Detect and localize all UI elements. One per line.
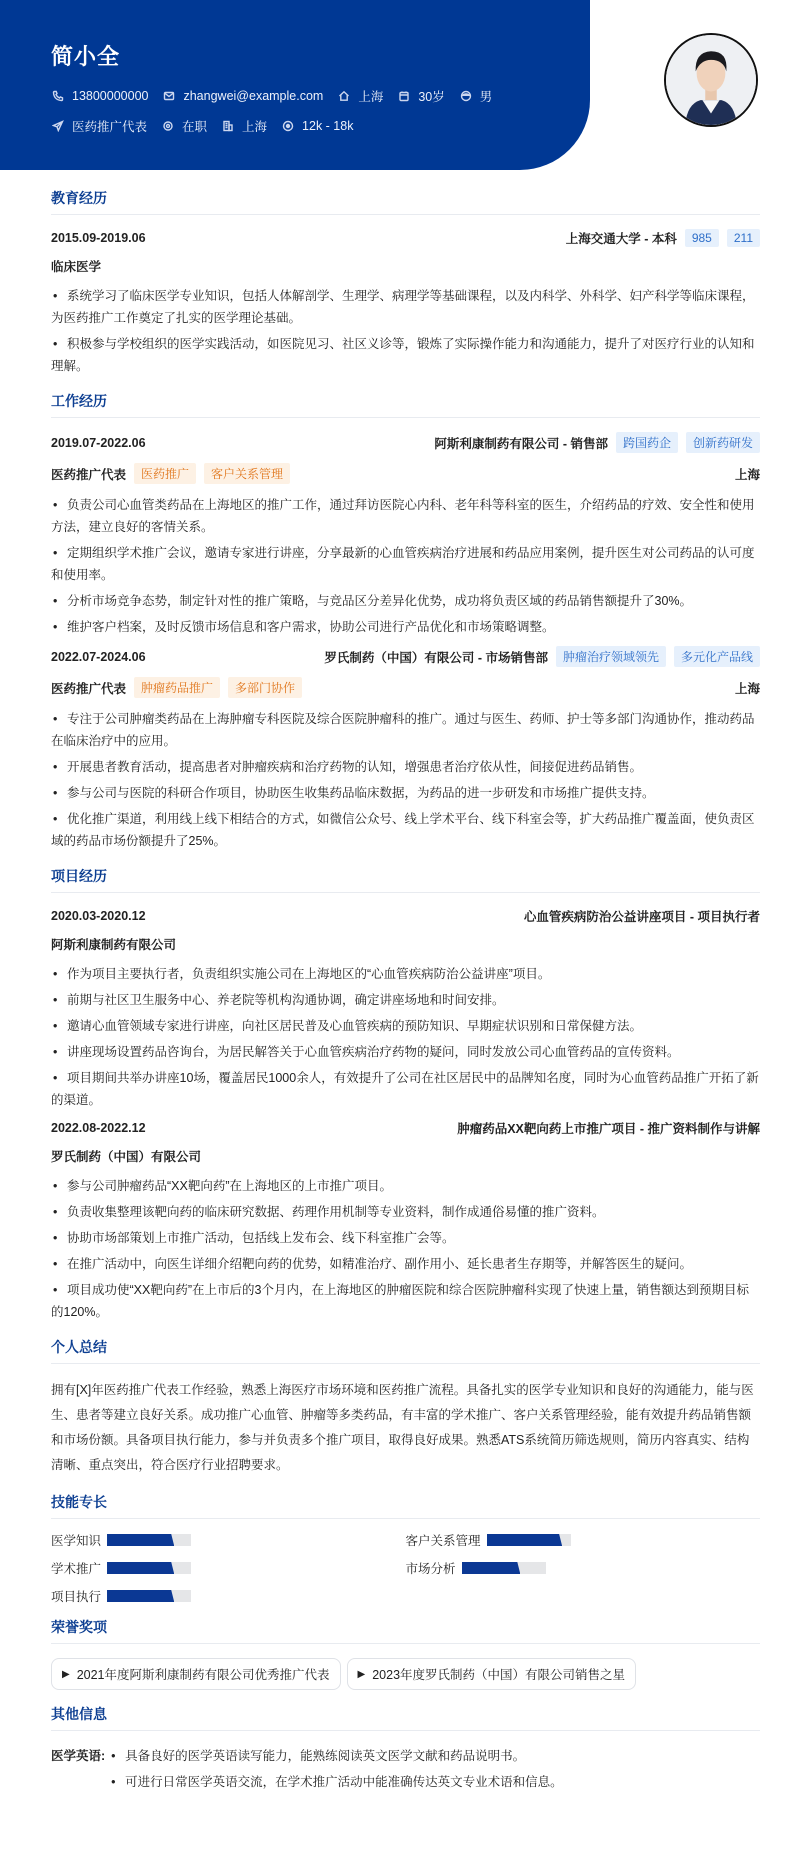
- skill-item: [51, 1589, 406, 1603]
- bullet-item: • 具备良好的医学英语读写能力，能熟练阅读英文医学文献和药品说明书。: [109, 1745, 563, 1767]
- bullet-item: • 定期组织学术推广会议，邀请专家进行讲座，分享最新的心血管疾病治疗进展和药品应用案例，提升医生对公司药品的认可度和使用率。: [51, 542, 760, 586]
- bullet-item: • 积极参与学校组织的医学实践活动，如医院见习、社区义诊等，锻炼了实际操作能力和沟通能力，提升了对医疗行业的认知和理解。: [51, 333, 760, 377]
- salary-text: 12k - 18k: [302, 119, 354, 133]
- company-name: 罗氏制药（中国）有限公司 - 市场销售部: [324, 650, 548, 665]
- skills-section: [51, 1492, 760, 1603]
- bullet-item: • 负责收集整理该靶向药的临床研究数据、药理作用机制等专业资料，制作成通俗易懂的推广资料。: [51, 1201, 760, 1223]
- salary-icon: [281, 119, 295, 133]
- entry-date: 2022.08-2022.12: [51, 1121, 146, 1135]
- avatar-photo-icon: [666, 35, 756, 125]
- school-name: 上海交通大学 - 本科: [565, 232, 677, 246]
- skill-item: [51, 1533, 406, 1547]
- job-intent-row: [51, 117, 506, 135]
- project-name-role: 心血管疾病防治公益讲座项目 - 项目执行者: [523, 910, 760, 924]
- entry-date: 2022.07-2024.06: [51, 649, 146, 664]
- role-tag: 医药推广: [134, 463, 196, 484]
- section-title-other: 其他信息: [51, 1704, 760, 1731]
- other-item: [51, 1745, 760, 1797]
- skill-label: 医学知识: [51, 1534, 102, 1548]
- entry-head: [51, 229, 760, 247]
- skill-label: 学术推广: [51, 1562, 102, 1576]
- position-text: 医药推广代表: [72, 120, 148, 134]
- skill-label: 客户关系管理: [405, 1534, 481, 1548]
- bullet-item: • 讲座现场设置药品咨询台，为居民解答关于心血管疾病治疗药物的疑问，同时发放公司心血管药品的宣传资料。: [51, 1041, 760, 1063]
- skill-bar: [487, 1534, 571, 1546]
- skill-bar: [107, 1534, 191, 1546]
- projects-section: [51, 866, 760, 1323]
- school-tag: 211: [727, 229, 760, 247]
- company-tag: 跨国药企: [616, 432, 678, 453]
- contact-row: [51, 87, 506, 105]
- entry-head: [51, 907, 760, 925]
- entry-head: [51, 432, 760, 453]
- awards-list: [51, 1658, 760, 1690]
- status-item: [161, 117, 207, 135]
- role-tag: 多部门协作: [228, 677, 302, 698]
- bullet-item: • 项目成功使“XX靶向药”在上市后的3个月内，在上海地区的肿瘤医院和综合医院肿瘤科实现了快速上量，销售额达到预期目标的120%。: [51, 1279, 760, 1323]
- company-name: 阿斯利康制药有限公司 - 销售部: [434, 436, 608, 451]
- age-text: 30岁: [418, 90, 445, 104]
- role-info: [51, 677, 302, 698]
- award-item: [347, 1658, 637, 1690]
- bullet-item: • 参与公司肿瘤药品“XX靶向药”在上海地区的上市推广项目。: [51, 1175, 760, 1197]
- skill-bar-fill: [487, 1534, 563, 1546]
- bullet-item: • 参与公司与医院的科研合作项目，协助医生收集药品临床数据，为药品的进一步研发和市场推广提供支持。: [51, 782, 760, 804]
- company-info: [324, 646, 760, 667]
- home-text: 上海: [358, 90, 384, 104]
- send-icon: [51, 119, 65, 133]
- email-text: zhangwei@example.com: [183, 89, 324, 103]
- bullet-item: • 前期与社区卫生服务中心、养老院等机构沟通协调，确定讲座场地和时间安排。: [51, 989, 760, 1011]
- major: [51, 257, 760, 275]
- company-info: [434, 432, 760, 453]
- gender-text: 男: [479, 90, 493, 104]
- company-tag: 肿瘤治疗领域领先: [556, 646, 666, 667]
- other-bullets: [109, 1745, 563, 1797]
- award-item: [51, 1658, 341, 1690]
- project-bullets: [51, 1175, 760, 1323]
- skill-label: 项目执行: [51, 1590, 102, 1604]
- skill-bar-fill: [107, 1562, 174, 1574]
- work-bullets: [51, 494, 760, 638]
- status-text: 在职: [182, 120, 208, 134]
- salary-item: [281, 119, 353, 133]
- skill-bar-fill: [462, 1562, 521, 1574]
- calendar-icon: [397, 89, 411, 103]
- role-row: [51, 463, 760, 484]
- bullet-item: • 协助市场部策划上市推广活动，包括线上发布会、线下科室推广会等。: [51, 1227, 760, 1249]
- entry-head: [51, 646, 760, 667]
- project-entry: [51, 907, 760, 1111]
- bullet-item: • 在推广活动中，向医生详细介绍靶向药的优势，如精准治疗、副作用小、延长患者生存期等，并解答医生的疑问。: [51, 1253, 760, 1275]
- bullet-item: • 可进行日常医学英语交流，在学术推广活动中能准确传达英文专业术语和信息。: [109, 1771, 563, 1793]
- section-title-education: 教育经历: [51, 188, 760, 215]
- bullet-item: • 邀请心血管领域专家进行讲座，向社区居民普及心血管疾病的预防知识、早期症状识别和日常保健方法。: [51, 1015, 760, 1037]
- summary-section: [51, 1337, 760, 1478]
- home-item: [337, 87, 383, 105]
- award-text: 2021年度阿斯利康制药有限公司优秀推广代表: [76, 1668, 330, 1682]
- avatar: [664, 33, 758, 127]
- status-icon: [161, 119, 175, 133]
- building-icon: [221, 119, 235, 133]
- triangle-right-icon: ▶: [62, 1668, 70, 1680]
- skill-bar: [107, 1562, 191, 1574]
- skill-bar: [462, 1562, 546, 1574]
- skill-item: [51, 1561, 406, 1575]
- summary-text: 拥有[X]年医药推广代表工作经验，熟悉上海医疗市场环境和医药推广流程。具备扎实的医学专业知识和良好的沟通能力，能与医生、患者等建立良好关系。成功推广心血管、肿瘤等多类药品，有丰富的学术推广、客户关系管理经验，能有效提升药品销售额和市场份额。具备项目执行能力，参与并负责多个推广项目，取得良好成果。熟悉ATS系统简历筛选规则，简历内容真实、结构清晰、重点突出，符合医疗行业招聘要求。: [51, 1383, 754, 1472]
- city-item: [221, 117, 267, 135]
- city-text: 上海: [242, 120, 268, 134]
- bullet-item: • 开展患者教育活动，提高患者对肿瘤疾病和治疗药物的认知，增强患者治疗依从性，间接促进药品销售。: [51, 756, 760, 778]
- work-section: [51, 391, 760, 852]
- role-row: [51, 677, 760, 698]
- header-content: [51, 40, 506, 147]
- skill-item: [406, 1533, 761, 1547]
- major-name: 临床医学: [51, 260, 102, 274]
- education-entry: [51, 229, 760, 377]
- bullet-item: • 维护客户档案，及时反馈市场信息和客户需求，协助公司进行产品优化和市场策略调整。: [51, 616, 760, 638]
- project-company-name: 罗氏制药（中国）有限公司: [51, 1150, 202, 1164]
- awards-section: [51, 1617, 760, 1690]
- age-item: [397, 87, 444, 105]
- section-title-work: 工作经历: [51, 391, 760, 418]
- role-tag: 客户关系管理: [204, 463, 290, 484]
- entry-head: [51, 1119, 760, 1137]
- work-location: 上海: [734, 681, 760, 696]
- school-info: [566, 229, 760, 247]
- project-bullets: [51, 963, 760, 1111]
- skill-label: 市场分析: [405, 1562, 456, 1576]
- project-company-name: 阿斯利康制药有限公司: [51, 938, 177, 952]
- school-tag: 985: [685, 229, 719, 247]
- bullet-item: • 项目期间共举办讲座10场，覆盖居民1000余人，有效提升了公司在社区居民中的品牌知名度，同时为心血管药品推广开拓了新的渠道。: [51, 1067, 760, 1111]
- company-tag: 多元化产品线: [674, 646, 760, 667]
- section-title-projects: 项目经历: [51, 866, 760, 893]
- gender-icon: [459, 89, 473, 103]
- other-section: [51, 1704, 760, 1797]
- project-name-role: 肿瘤药品XX靶向药上市推广项目 - 推广资料制作与讲解: [457, 1122, 760, 1136]
- email-item: [162, 89, 323, 103]
- triangle-right-icon: ▶: [357, 1668, 366, 1680]
- gender-item: [459, 87, 493, 105]
- home-icon: [337, 89, 351, 103]
- bullet-item: • 分析市场竞争态势，制定针对性的推广策略，与竞品区分差异化优势，成功将负责区域的药品销售额提升了30%。: [51, 590, 760, 612]
- skill-bar-fill: [107, 1590, 174, 1602]
- bullet-item: • 作为项目主要执行者，负责组织实施公司在上海地区的“心血管疾病防治公益讲座”项目。: [51, 963, 760, 985]
- role-info: [51, 463, 290, 484]
- entry-date: 2020.03-2020.12: [51, 909, 146, 923]
- bullet-item: • 专注于公司肿瘤类药品在上海肿瘤专科医院及综合医院肿瘤科的推广。通过与医生、药师、护士等多部门沟通协作，推动药品在临床治疗中的应用。: [51, 708, 760, 752]
- skills-grid: [51, 1533, 760, 1603]
- section-title-awards: 荣誉奖项: [51, 1617, 760, 1644]
- project-company: [51, 935, 760, 953]
- phone-item: [51, 89, 148, 103]
- skill-bar: [107, 1590, 191, 1602]
- candidate-name: 简小全: [51, 44, 121, 69]
- role-name: 医药推广代表: [51, 681, 127, 696]
- role-tag: 肿瘤药品推广: [134, 677, 220, 698]
- work-location: 上海: [734, 467, 760, 482]
- position-item: [51, 117, 147, 135]
- skill-bar-fill: [107, 1534, 174, 1546]
- section-title-summary: 个人总结: [51, 1337, 760, 1364]
- bullet-item: • 系统学习了临床医学专业知识，包括人体解剖学、生理学、病理学等基础课程，以及内科学、外科学、妇产科学等临床课程，为医药推广工作奠定了扎实的医学理论基础。: [51, 285, 760, 329]
- phone-icon: [51, 89, 65, 103]
- award-text: 2023年度罗氏制药（中国）有限公司销售之星: [372, 1668, 626, 1682]
- entry-date: 2019.07-2022.06: [51, 435, 146, 450]
- mail-icon: [162, 89, 176, 103]
- work-entry: [51, 432, 760, 638]
- work-entry: [51, 646, 760, 852]
- phone-text: 13800000000: [72, 89, 149, 103]
- company-tag: 创新药研发: [686, 432, 760, 453]
- bullet-item: • 负责公司心血管类药品在上海地区的推广工作，通过拜访医院心内科、老年科等科室的医生，介绍药品的疗效、安全性和使用方法，建立良好的客情关系。: [51, 494, 760, 538]
- section-title-skills: 技能专长: [51, 1492, 760, 1519]
- entry-date: 2015.09-2019.06: [51, 231, 146, 245]
- education-bullets: [51, 285, 760, 377]
- bullet-item: • 优化推广渠道，利用线上线下相结合的方式，如微信公众号、线上学术平台、线下科室会等，扩大药品推广覆盖面，使负责区域的药品市场份额提升了25%。: [51, 808, 760, 852]
- work-bullets: [51, 708, 760, 852]
- other-label: 医学英语:: [51, 1749, 106, 1763]
- education-section: [51, 188, 760, 377]
- resume-header: [0, 0, 794, 170]
- resume-content: [0, 170, 794, 1831]
- project-company: [51, 1147, 760, 1165]
- project-entry: [51, 1119, 760, 1323]
- role-name: 医药推广代表: [51, 467, 127, 482]
- skill-item: [406, 1561, 761, 1575]
